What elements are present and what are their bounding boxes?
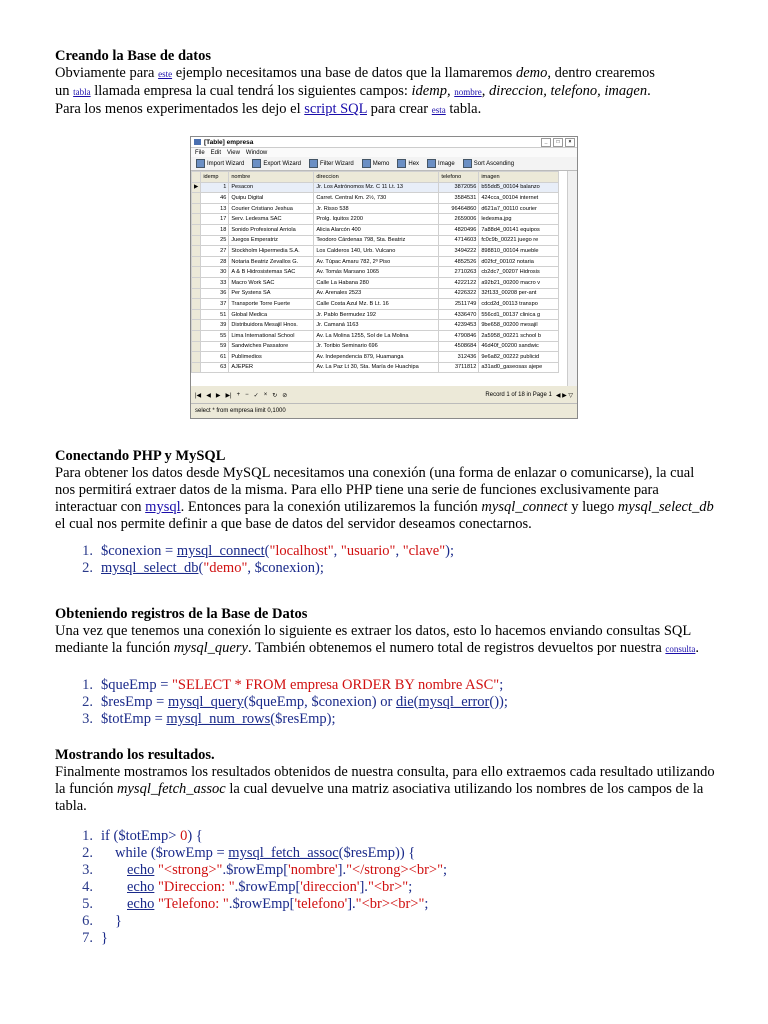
code-line: 3. echo "<strong>".$rowEmp['nombre']."</strong><br>";	[82, 862, 448, 878]
table-cell[interactable]: 4820496	[439, 224, 479, 235]
table-cell[interactable]: 4508684	[439, 341, 479, 352]
table-cell[interactable]: Prolg. Iquitos 2200	[314, 214, 439, 225]
table-cell[interactable]: 30	[201, 267, 229, 278]
table-cell[interactable]: 46d40f_00200 sandwic	[479, 341, 559, 352]
toolbar-label: Hex	[408, 160, 420, 167]
nav-cancel-icon[interactable]: ×	[263, 392, 268, 398]
text: ejemplo necesitamos una base de datos que la llamaremos	[172, 65, 516, 81]
table-cell[interactable]: 4852526	[439, 256, 479, 267]
table-cell[interactable]: d621a7_00110 courier	[479, 203, 559, 214]
fn-mysql-select-db: mysql_select_db	[617, 499, 714, 515]
window-titlebar	[191, 137, 577, 148]
code-block-results	[55, 828, 715, 947]
table-cell[interactable]: Juegos Emperatriz	[229, 235, 314, 246]
column-header[interactable]: nombre	[229, 172, 314, 183]
table-cell[interactable]: Transporte Torre Fuerte	[229, 299, 314, 310]
row-indicator: ▶	[192, 182, 201, 193]
table-row[interactable]	[192, 193, 559, 204]
link-mysql[interactable]: mysql	[145, 499, 181, 515]
table-cell[interactable]: 3711812	[439, 362, 479, 373]
toolbar-label: Import Wizard	[207, 160, 245, 167]
table-row[interactable]	[192, 214, 559, 225]
toolbar-icon	[463, 159, 472, 168]
table-cell[interactable]: Jr. Pablo Bermudez 192	[314, 309, 439, 320]
table-cell[interactable]: 13	[201, 203, 229, 214]
table-row[interactable]	[192, 256, 559, 267]
text: . Entonces para la conexión utilizaremos la función	[180, 499, 482, 515]
table-cell[interactable]: Los Calderos 140, Urb. Vulcano	[314, 246, 439, 257]
row-indicator	[192, 299, 201, 310]
table-row[interactable]	[192, 235, 559, 246]
table-cell[interactable]: Sonido Profesional Arriola	[229, 224, 314, 235]
table-cell[interactable]: 312436	[439, 352, 479, 363]
vertical-scrollbar[interactable]	[567, 171, 577, 386]
table-cell[interactable]: ledesma.jpg	[479, 214, 559, 225]
row-indicator	[192, 362, 201, 373]
code-line: 1. if ($totEmp> 0) {	[82, 828, 203, 844]
table-row[interactable]	[192, 299, 559, 310]
text: . También obtenemos el numero total de registros devueltos por nuestra	[247, 640, 666, 656]
toolbar-button[interactable]	[425, 159, 457, 168]
table-cell[interactable]: Alicia Alarcón 400	[314, 224, 439, 235]
table-cell[interactable]: 3872056	[439, 182, 479, 193]
table-cell[interactable]: Sandwiches Passatore	[229, 341, 314, 352]
table-cell[interactable]: 4790846	[439, 330, 479, 341]
row-indicator	[192, 309, 201, 320]
table-cell[interactable]: Global Medica	[229, 309, 314, 320]
table-cell[interactable]: Notaria Beatriz Zevallos G.	[229, 256, 314, 267]
table-icon	[194, 139, 201, 145]
code-line: 3. $totEmp = mysql_num_rows($resEmp);	[82, 711, 336, 727]
table-cell[interactable]: 18	[201, 224, 229, 235]
text: Para obtener los datos desde MySQL necesitamos una conexión (una forma de enlazar o comunicarse), la cual nos permitirá extraer datos de la misma. Para ello PHP tiene una serie de funciones exclusivamente para interactuar con	[55, 465, 695, 515]
row-indicator	[192, 193, 201, 204]
nav-add-icon[interactable]: +	[236, 392, 241, 398]
table-row[interactable]	[192, 203, 559, 214]
text: tabla.	[445, 101, 482, 117]
text: para crear	[366, 101, 432, 117]
table-cell[interactable]: 9e6a82_00222 publicid	[479, 352, 559, 363]
table-row[interactable]	[192, 246, 559, 257]
toolbar-icon	[252, 159, 261, 168]
table-cell[interactable]: Av. La Molina 1255, Sol de La Molina	[314, 330, 439, 341]
link-esta[interactable]: esta	[431, 105, 446, 115]
record-counter: Record 1 of 18 in Page 1	[485, 392, 552, 398]
table-cell[interactable]: 17	[201, 214, 229, 225]
table-row[interactable]	[192, 267, 559, 278]
row-indicator	[192, 235, 201, 246]
menu-item[interactable]: Window	[245, 149, 268, 156]
table-row[interactable]	[192, 182, 559, 193]
table-cell[interactable]: 51	[201, 309, 229, 320]
table-row[interactable]	[192, 288, 559, 299]
table-cell[interactable]: Jr. Camaná 1163	[314, 320, 439, 331]
table-cell[interactable]: 63	[201, 362, 229, 373]
nav-first-icon[interactable]: |◀	[195, 392, 202, 399]
table-cell[interactable]: Stockholm Hipermedia S.A.	[229, 246, 314, 257]
code-line: 5. echo "Telefono: ".$rowEmp['telefono']."<br><br>";	[82, 896, 429, 912]
nav-last-icon[interactable]: ▶|	[225, 392, 232, 399]
table-cell[interactable]: 4336470	[439, 309, 479, 320]
nav-apply-icon[interactable]: ✓	[253, 392, 259, 399]
toolbar-icon	[362, 159, 371, 168]
code-line: 6. }	[82, 913, 122, 929]
code-line: 1. $queEmp = "SELECT * FROM empresa ORDER BY nombre ASC";	[82, 677, 504, 693]
row-indicator	[192, 352, 201, 363]
table-cell[interactable]: A & B Hidrosistemas SAC	[229, 267, 314, 278]
page-nav-icons[interactable]: ◀ ▶ ▽	[555, 392, 573, 399]
table-cell[interactable]: 3494222	[439, 246, 479, 257]
link-tabla[interactable]: tabla	[73, 87, 91, 97]
row-indicator	[192, 320, 201, 331]
table-cell[interactable]: AJEPER	[229, 362, 314, 373]
menu-item[interactable]: File	[195, 149, 205, 156]
text: y luego	[567, 499, 618, 515]
text: , dentro crearemos	[547, 65, 655, 81]
column-header[interactable]: imagen	[479, 172, 559, 183]
table-cell[interactable]: 28	[201, 256, 229, 267]
table-cell[interactable]: cb2dc7_00207 Hidrosis	[479, 267, 559, 278]
table-row[interactable]	[192, 309, 559, 320]
table-cell[interactable]: Per Systens SA	[229, 288, 314, 299]
table-cell[interactable]: Av. Tomás Marsano 1065	[314, 267, 439, 278]
table-cell[interactable]: Quipu Digital	[229, 193, 314, 204]
field-list: , direccion, telefono, imagen	[481, 83, 648, 99]
fn-mysql-query: mysql_query	[173, 640, 248, 656]
table-row[interactable]	[192, 320, 559, 331]
link-consulta[interactable]: consulta	[665, 644, 696, 654]
paragraph-mostrando	[55, 764, 715, 815]
toolbar-icon	[427, 159, 436, 168]
menu-item[interactable]: Edit	[210, 149, 222, 156]
toolbar-label: Export Wizard	[263, 160, 302, 167]
table-cell[interactable]: Serv. Ledesma SAC	[229, 214, 314, 225]
window-toolbar	[191, 157, 577, 171]
text: Obviamente para	[55, 65, 159, 81]
text: ,	[446, 83, 455, 99]
row-indicator	[192, 277, 201, 288]
link-nombre[interactable]: nombre	[454, 87, 482, 97]
table-cell[interactable]: 2710263	[439, 267, 479, 278]
minimize-icon[interactable]: _	[541, 138, 551, 147]
row-indicator	[192, 256, 201, 267]
text: .	[695, 640, 700, 656]
table-cell[interactable]: 3584531	[439, 193, 479, 204]
table-cell[interactable]: Courier Cristiano Jeshua	[229, 203, 314, 214]
text: el cual nos permite definir a que base de datos del servidor deseamos conectarnos.	[55, 516, 532, 532]
table-cell[interactable]: d02fcf_00102 notaria	[479, 256, 559, 267]
table-cell[interactable]: 2511749	[439, 299, 479, 310]
toolbar-button[interactable]	[307, 159, 356, 168]
table-row[interactable]	[192, 341, 559, 352]
toolbar-label: Filter Wizard	[320, 160, 354, 167]
table-cell[interactable]: 898810_00104 mueble	[479, 246, 559, 257]
toolbar-label: Memo	[372, 160, 390, 167]
code-block-connect	[55, 543, 715, 577]
table-cell[interactable]: 424cca_00104 internet	[479, 193, 559, 204]
section-title-obteniendo: Obteniendo registros de la Base de Datos	[55, 606, 308, 622]
code-line: 2. while ($rowEmp = mysql_fetch_assoc($resEmp)) {	[82, 845, 416, 861]
table-cell[interactable]: 4714603	[439, 235, 479, 246]
table-cell[interactable]: 61	[201, 352, 229, 363]
table-cell[interactable]: 27	[201, 246, 229, 257]
row-indicator	[192, 214, 201, 225]
table-cell[interactable]: Calle La Habana 280	[314, 277, 439, 288]
table-cell[interactable]: 2659006	[439, 214, 479, 225]
table-cell[interactable]: Jr. Toribio Seminario 696	[314, 341, 439, 352]
table-cell[interactable]: 556cd1_00137 clinica g	[479, 309, 559, 320]
paragraph-conectando	[55, 465, 715, 533]
nav-next-icon[interactable]: ▶	[215, 392, 221, 399]
table-cell[interactable]: 4226322	[439, 288, 479, 299]
toolbar-label: Sort Ascending	[473, 160, 515, 167]
row-indicator	[192, 246, 201, 257]
fn-mysql-connect: mysql_connect	[481, 499, 568, 515]
text: Finalmente mostramos los resultados obtenidos de nuestra consulta, para ello extraemos cada resultado utilizando la función	[55, 764, 715, 797]
table-cell[interactable]: Macro Work SAC	[229, 277, 314, 288]
row-indicator	[192, 267, 201, 278]
window-title: [Table] empresa	[204, 138, 254, 146]
table-cell[interactable]: 2a5958_00221 school b	[479, 330, 559, 341]
record-navigator	[191, 389, 577, 401]
row-indicator	[192, 203, 201, 214]
table-cell[interactable]: Av. Túpac Amaru 782, 2º Piso	[314, 256, 439, 267]
row-indicator	[192, 341, 201, 352]
text: un	[55, 83, 74, 99]
toolbar-icon	[309, 159, 318, 168]
code-line: 4. echo "Direccion: ".$rowEmp['direccion']."<br>";	[82, 879, 413, 895]
code-line: 2. $resEmp = mysql_query($queEmp, $conexion) or die(mysql_error());	[82, 694, 508, 710]
column-header[interactable]: idemp	[201, 172, 229, 183]
table-cell[interactable]: 37	[201, 299, 229, 310]
table-cell[interactable]: Jr. Los Astrónomos Mz. C 11 Lt. 13	[314, 182, 439, 193]
row-indicator	[192, 330, 201, 341]
row-indicator	[192, 288, 201, 299]
table-cell[interactable]: Av. La Paz Lt 30, Sta. María de Huachipa	[314, 362, 439, 373]
table-cell[interactable]: Publimedios	[229, 352, 314, 363]
link-script-sql[interactable]: script SQL	[304, 101, 367, 117]
refresh-icon[interactable]: ↻	[272, 392, 278, 399]
table-row[interactable]	[192, 352, 559, 363]
code-line: 1. $conexion = mysql_connect("localhost", "usuario", "clave");	[82, 543, 454, 559]
table-cell[interactable]: Pesacon	[229, 182, 314, 193]
table-cell[interactable]: Teodoro Cárdenas 798, Sta. Beatriz	[314, 235, 439, 246]
row-indicator-header	[192, 172, 201, 183]
column-header[interactable]: direccion	[314, 172, 439, 183]
table-cell[interactable]: 96464860	[439, 203, 479, 214]
table-cell[interactable]: Distribuidora Mesajil Hnos.	[229, 320, 314, 331]
section-title-creando: Creando la Base de datos	[55, 48, 212, 64]
table-cell[interactable]: Jr. Risso 538	[314, 203, 439, 214]
table-cell[interactable]: a31ad0_gaseosas ajepe	[479, 362, 559, 373]
section-title-mostrando: Mostrando los resultados.	[55, 747, 215, 763]
toolbar-button[interactable]	[194, 159, 246, 168]
toolbar-label: Image	[438, 160, 455, 167]
table-cell[interactable]: 32f133_00208 per-ant	[479, 288, 559, 299]
table-cell[interactable]: a92b21_00200 macro v	[479, 277, 559, 288]
toolbar-button[interactable]	[395, 159, 421, 168]
window-menubar	[191, 148, 577, 157]
row-indicator	[192, 224, 201, 235]
text: la cual devuelve una matriz asociativa utilizando los nombres de los campos de la tabla.	[55, 781, 704, 814]
nav-prev-icon[interactable]: ◀	[206, 392, 211, 399]
toolbar-icon	[397, 159, 406, 168]
table-row[interactable]	[192, 330, 559, 341]
code-block-query	[55, 677, 715, 728]
table-cell[interactable]: 59	[201, 341, 229, 352]
nav-delete-icon[interactable]: −	[245, 392, 249, 398]
table-cell[interactable]: 33	[201, 277, 229, 288]
paragraph-obteniendo	[55, 623, 715, 658]
text: Para los menos experimentados les dejo el	[55, 101, 305, 117]
section-title-conectando: Conectando PHP y MySQL	[55, 448, 226, 464]
link-este[interactable]: este	[158, 69, 173, 79]
paragraph-creando	[55, 65, 715, 119]
stop-icon[interactable]: ⊘	[282, 392, 288, 399]
table-cell[interactable]: 4222122	[439, 277, 479, 288]
toolbar-button[interactable]	[461, 159, 516, 168]
table-cell[interactable]: 7a88d4_00141 equipos	[479, 224, 559, 235]
table-cell[interactable]: 1	[201, 182, 229, 193]
table-window-screenshot	[190, 136, 578, 419]
text: .	[647, 83, 651, 99]
data-grid	[191, 171, 567, 386]
table-cell[interactable]: Lima International School	[229, 330, 314, 341]
code-line: 7. }	[82, 930, 108, 946]
table-cell[interactable]: 55	[201, 330, 229, 341]
table-cell[interactable]: 36	[201, 288, 229, 299]
table-cell[interactable]: Av. Arenales 2523	[314, 288, 439, 299]
menu-item[interactable]: View	[227, 149, 240, 156]
toolbar-button[interactable]	[360, 159, 392, 168]
table-row[interactable]	[192, 362, 559, 373]
table-cell[interactable]: Calle Costa Azul Mz. B Lt. 16	[314, 299, 439, 310]
text-demo: demo	[515, 65, 548, 81]
table-cell[interactable]: 39	[201, 320, 229, 331]
text: llamada empresa la cual tendrá los siguientes campos:	[90, 83, 412, 99]
text: Una vez que tenemos una conexión lo siguiente es extraer los datos, esto lo hacemos enviando consultas SQL mediante la función	[55, 623, 691, 656]
sql-status-bar: select * from empresa limit 0,1000	[191, 403, 578, 418]
code-line: 2. mysql_select_db("demo", $conexion);	[82, 560, 324, 576]
close-icon[interactable]: ×	[565, 138, 575, 147]
table-cell[interactable]: 46	[201, 193, 229, 204]
table-cell[interactable]: Av. Independencia 879, Huamanga	[314, 352, 439, 363]
column-header[interactable]: telefono	[439, 172, 479, 183]
table-cell[interactable]: fc0c9b_00221 juego re	[479, 235, 559, 246]
table-cell[interactable]: Carret. Central Km. 2½, 730	[314, 193, 439, 204]
field-idemp: idemp	[411, 83, 447, 99]
maximize-icon[interactable]: □	[553, 138, 563, 147]
table-cell[interactable]: b55dd5_00104 balanzo	[479, 182, 559, 193]
table-cell[interactable]: 4239453	[439, 320, 479, 331]
fn-mysql-fetch-assoc: mysql_fetch_assoc	[117, 781, 226, 797]
toolbar-button[interactable]	[250, 159, 303, 168]
table-row[interactable]	[192, 277, 559, 288]
table-row[interactable]	[192, 224, 559, 235]
toolbar-icon	[196, 159, 205, 168]
table-cell[interactable]: cdcd2d_00113 transpo	[479, 299, 559, 310]
table-cell[interactable]: 9be658_00200 mesajil	[479, 320, 559, 331]
table-cell[interactable]: 25	[201, 235, 229, 246]
